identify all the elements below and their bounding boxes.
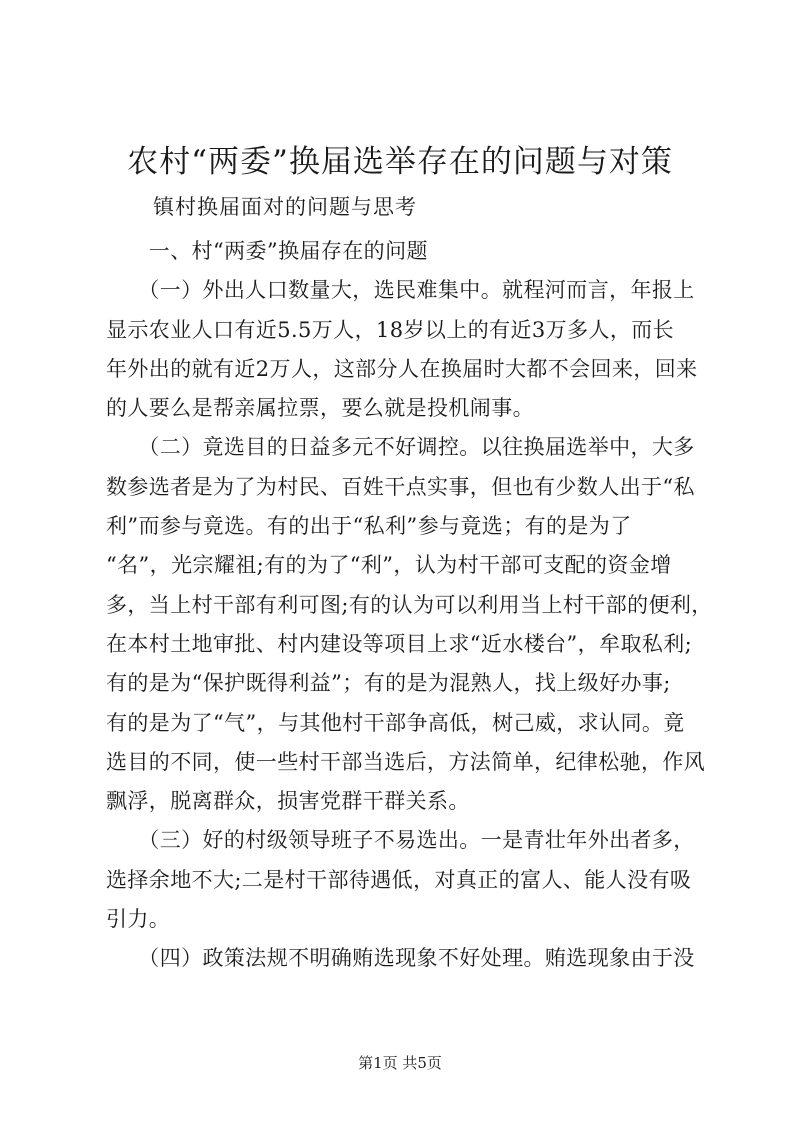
- document-body: [106, 232, 713, 979]
- body-line: 有的是为了“气”，与其他村干部争高低，树己威，求认同。竟: [106, 710, 685, 735]
- body-line: 飘浮，脱离群众，损害党群干群关系。: [106, 789, 470, 814]
- page-number-footer: 第1页 共5页: [358, 1054, 442, 1072]
- body-line: 有的是为“保护既得利益”；有的是为混熟人，找上级好办事;: [106, 671, 671, 696]
- document-subtitle: 镇村换届面对的问题与思考: [153, 195, 417, 219]
- body-line: 在本村土地审批、村内建设等项目上求“近水楼台”，牟取私利;: [106, 631, 693, 656]
- body-line: 选目的不同，使一些村干部当选后，方法简单，纪律松驰，作风: [106, 749, 706, 774]
- body-line: 一、村“两委”换届存在的问题: [106, 239, 428, 263]
- body-line: 引力。: [106, 907, 171, 932]
- body-line: 年外出的就有近2万人，这部分人在换届时大都不会回来，回来: [106, 356, 698, 381]
- body-line: 选择余地不大;二是村干部待遇低，对真正的富人、能人没有吸: [106, 867, 692, 892]
- body-line: （一）外出人口数量大，选民难集中。就程河而言，年报上: [106, 278, 695, 303]
- body-line: （三）好的村级领导班子不易选出。一是青壮年外出者多，: [106, 828, 695, 853]
- body-line: （二）竟选目的日益多元不好调控。以往换届选举中，大多: [106, 435, 695, 460]
- body-line: “名”，光宗耀祖;有的为了“利”，认为村干部可支配的资金增: [106, 553, 672, 578]
- body-line: 利”而参与竟选。有的出于“私利”参与竟选；有的是为了: [106, 514, 632, 539]
- document-title: 农村“两委”换届选举存在的问题与对策: [127, 144, 673, 180]
- body-line: 多，当上村干部有利可图;有的认为可以利用当上村干部的便利，: [106, 592, 713, 617]
- body-line: 显示农业人口有近5.5万人，18岁以上的有近3万多人，而长: [106, 317, 675, 342]
- body-line: 的人要么是帮亲属拉票，要么就是投机闹事。: [106, 396, 534, 421]
- body-line: 数参选者是为了为村民、百姓干点实事，但也有少数人出于“私: [106, 474, 695, 499]
- body-line: （四）政策法规不明确贿选现象不好处理。贿选现象由于没: [106, 946, 695, 971]
